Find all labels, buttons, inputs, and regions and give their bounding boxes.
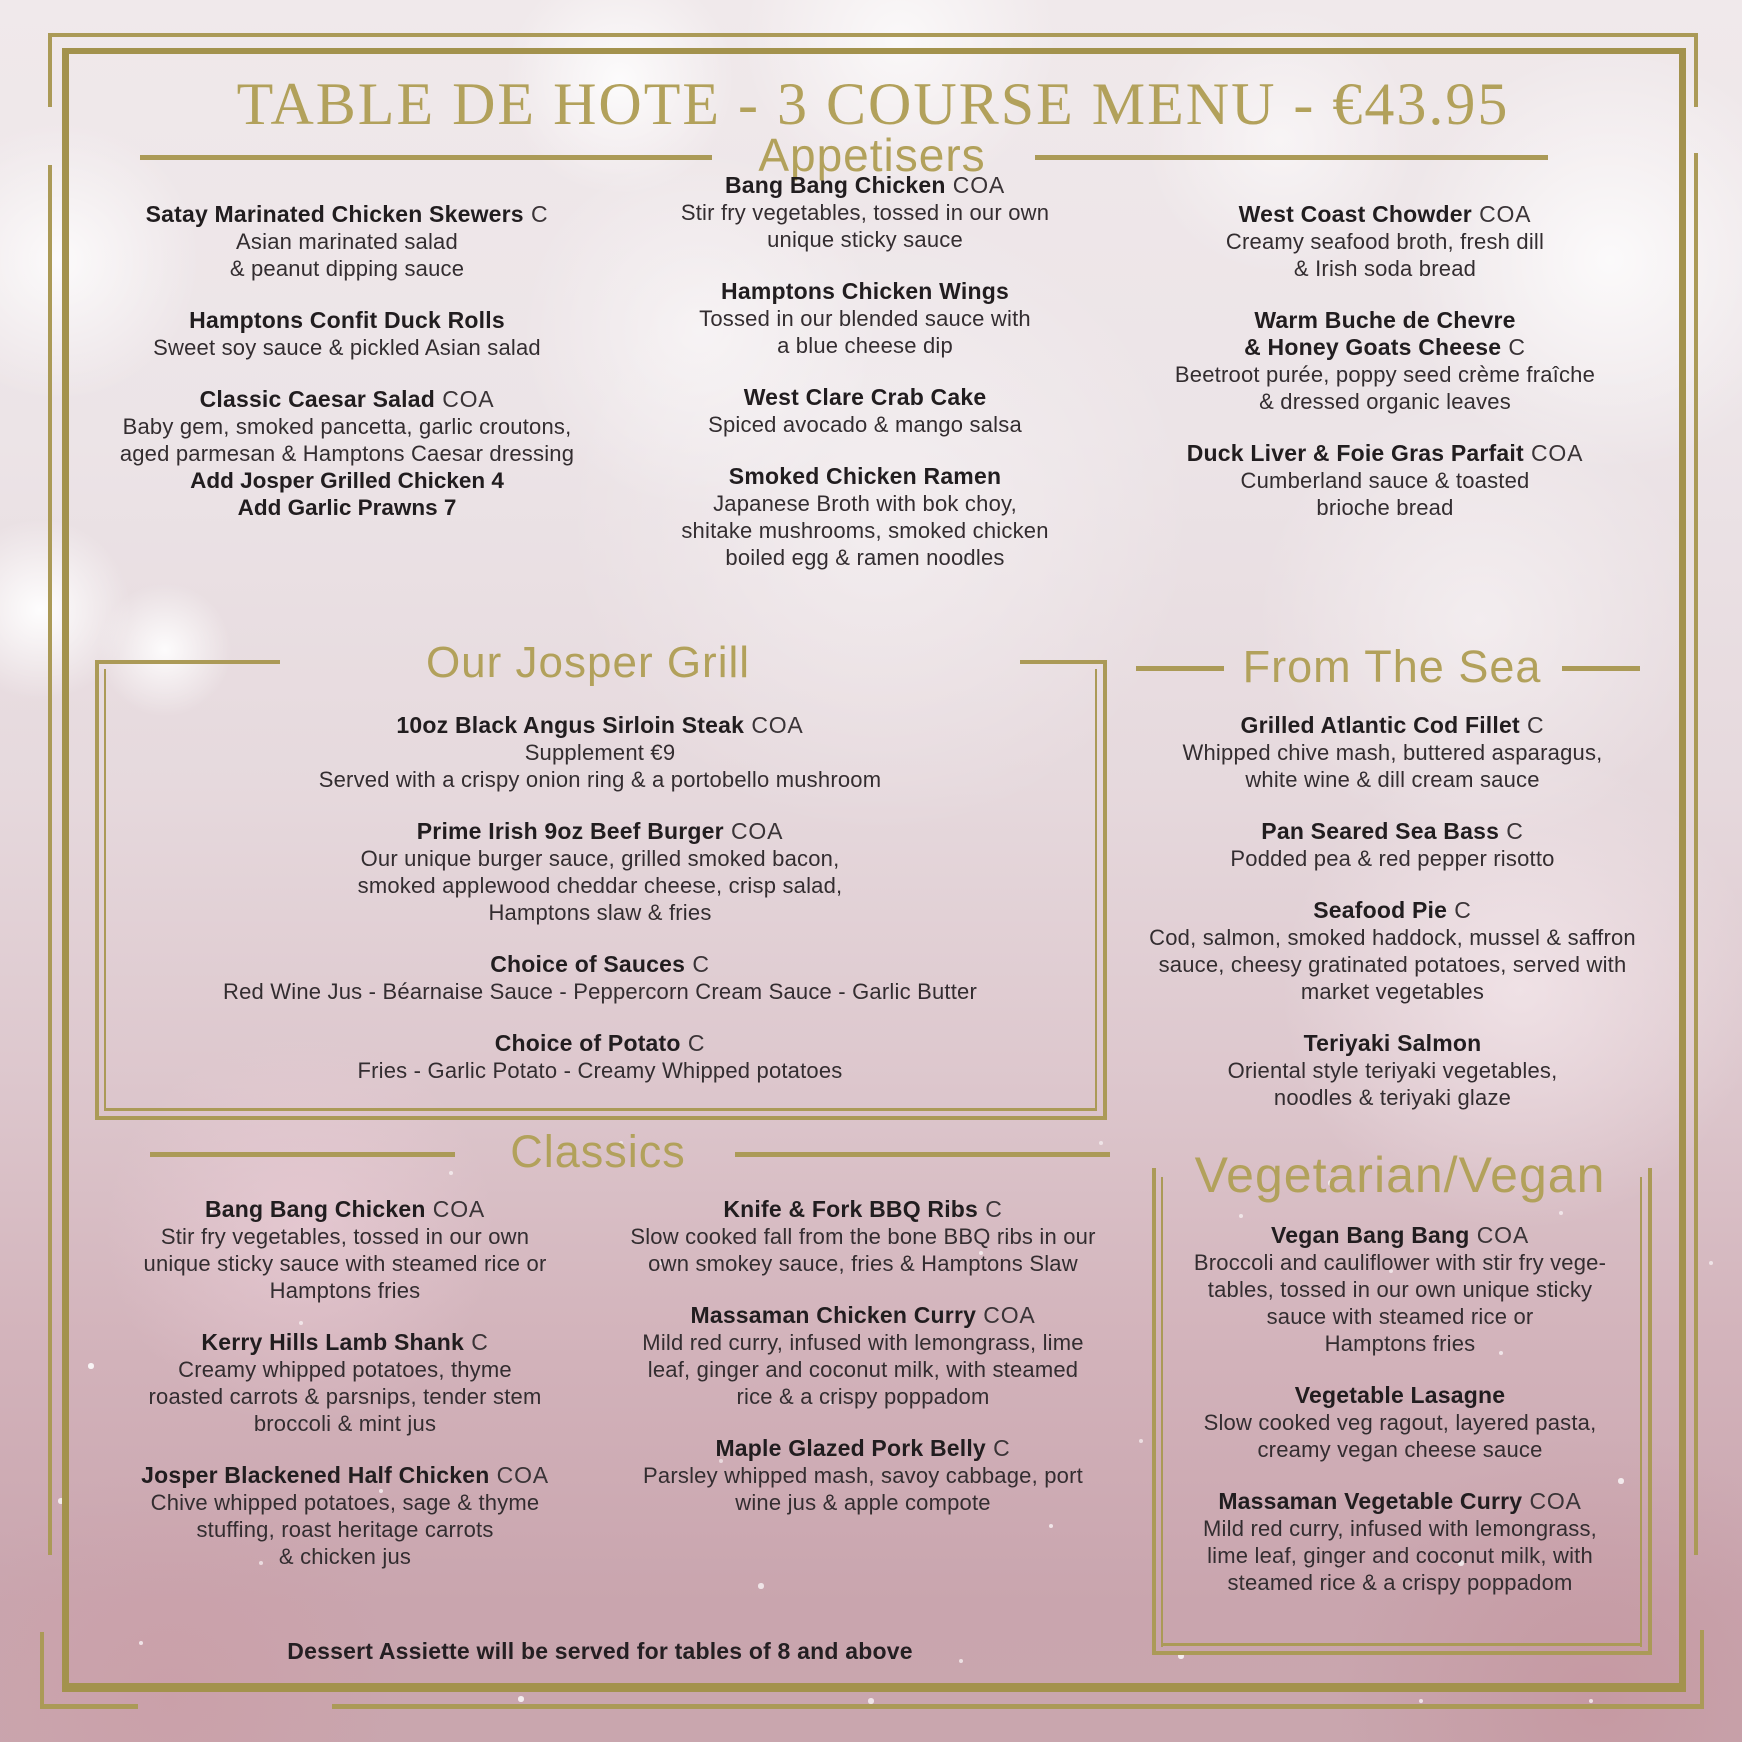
menu-item-tag: COA xyxy=(1523,440,1584,466)
menu-item-desc-line: Japanese Broth with bok choy, xyxy=(713,491,1017,516)
menu-item-desc-line: shitake mushrooms, smoked chicken xyxy=(681,518,1049,543)
page-frame-outer-bottom-b xyxy=(332,1704,1704,1709)
classics-column-2 xyxy=(598,1196,1128,1541)
menu-item-tag: C xyxy=(685,951,710,977)
menu-item xyxy=(1165,1488,1635,1596)
page-frame-outer-top xyxy=(48,33,1698,37)
menu-item-desc-line: sauce with steamed rice or xyxy=(1266,1304,1534,1329)
josper-box-left-outer xyxy=(95,660,99,1120)
menu-item xyxy=(125,712,1075,793)
menu-item-desc-line: Creamy seafood broth, fresh dill xyxy=(1225,229,1545,254)
menu-item-desc-line: roasted carrots & parsnips, tender stem xyxy=(148,1384,542,1409)
sea-items xyxy=(1125,712,1660,1136)
menu-item-desc-line: Baby gem, smoked pancetta, garlic croutons, xyxy=(122,414,572,439)
page-frame-outer-right-a xyxy=(1694,33,1698,107)
menu-item-desc-line: Slow cooked veg ragout, layered pasta, xyxy=(1203,1410,1597,1435)
section-sea-heading: From The Sea xyxy=(1242,641,1542,692)
menu-item-name: Grilled Atlantic Cod Fillet C xyxy=(1240,712,1545,738)
menu-item-extra-line: Add Garlic Prawns 7 xyxy=(237,495,457,520)
menu-item-name: Knife & Fork BBQ Ribs C xyxy=(723,1196,1003,1222)
menu-item-name: & Honey Goats Cheese C xyxy=(1244,334,1526,360)
menu-item-tag: C xyxy=(523,201,549,227)
menu-item-tag: COA xyxy=(1469,1222,1529,1248)
menu-item-desc-line: Asian marinated salad xyxy=(236,229,458,254)
menu-item-desc-line: & dressed organic leaves xyxy=(1259,389,1511,414)
menu-item-name: Vegan Bang Bang COA xyxy=(1271,1222,1529,1248)
josper-box-right-inner xyxy=(1095,669,1097,1111)
veg-items xyxy=(1165,1222,1635,1621)
menu-item-name: Choice of Sauces C xyxy=(490,951,710,977)
menu-item-desc-line: Fries - Garlic Potato - Creamy Whipped potatoes xyxy=(357,1058,843,1083)
menu-item-desc-line: Supplement €9 xyxy=(524,740,676,765)
sea-dash-left xyxy=(1136,666,1224,671)
veg-box-bottom-inner xyxy=(1161,1643,1642,1646)
appetisers-column-2 xyxy=(615,172,1115,596)
josper-box-bottom-outer xyxy=(95,1116,1107,1120)
veg-box-right-inner xyxy=(1640,1177,1642,1647)
menu-item-desc-line: Red Wine Jus - Béarnaise Sauce - Peppercorn Cream Sauce - Garlic Butter xyxy=(223,979,977,1004)
menu-item xyxy=(615,172,1115,253)
classics-rule-right xyxy=(735,1152,1110,1157)
section-josper-heading: Our Josper Grill xyxy=(425,638,751,687)
menu-item-desc-line: Stir fry vegetables, tossed in our own xyxy=(680,200,1050,225)
menu-item xyxy=(1125,712,1660,793)
menu-item-name: Duck Liver & Foie Gras Parfait COA xyxy=(1186,440,1584,466)
menu-item xyxy=(1125,897,1660,1005)
veg-box-left-outer xyxy=(1152,1168,1156,1655)
menu-item xyxy=(97,201,597,282)
appetisers-rule-left xyxy=(140,155,712,160)
menu-item-desc-line: Served with a crispy onion ring & a portobello mushroom xyxy=(318,767,882,792)
menu-item-desc-line: Broccoli and cauliflower with stir fry vege- xyxy=(1193,1250,1607,1275)
menu-item-tag: C xyxy=(680,1030,706,1056)
menu-item xyxy=(97,307,597,361)
menu-item-desc-line: Parsley whipped mash, savoy cabbage, port xyxy=(643,1463,1083,1488)
menu-item-desc-line: white wine & dill cream sauce xyxy=(1245,767,1540,792)
menu-item-desc-line: Cumberland sauce & toasted xyxy=(1240,468,1530,493)
sea-dash-right xyxy=(1562,666,1640,671)
menu-item-tag: COA xyxy=(976,1302,1036,1328)
menu-item-tag: C xyxy=(1501,334,1526,360)
page-frame-outer-left-a xyxy=(48,33,52,107)
menu-item-desc-line: unique sticky sauce xyxy=(767,227,963,252)
menu-item-tag: C xyxy=(1447,897,1472,923)
menu-item-name: Choice of Potato C xyxy=(494,1030,706,1056)
menu-item xyxy=(125,951,1075,1005)
menu-item-tag: C xyxy=(464,1329,489,1355)
menu-item-desc-line: Tossed in our blended sauce with xyxy=(699,306,1031,331)
menu-item-name: Kerry Hills Lamb Shank C xyxy=(201,1329,489,1355)
menu-item xyxy=(1135,440,1635,521)
menu-item xyxy=(1125,1030,1660,1111)
menu-item-name: Smoked Chicken Ramen xyxy=(728,463,1002,489)
menu-item-desc-line: broccoli & mint jus xyxy=(253,1411,437,1436)
menu-item xyxy=(1165,1382,1635,1463)
menu-item-tag: COA xyxy=(723,818,784,844)
menu-item-name: Bang Bang Chicken COA xyxy=(204,1196,486,1222)
menu-item-tag: COA xyxy=(945,172,1006,198)
menu-item-name: Satay Marinated Chicken Skewers C xyxy=(145,201,549,227)
menu-item-desc-line: lime leaf, ginger and coconut milk, with xyxy=(1207,1543,1593,1568)
menu-item xyxy=(125,818,1075,926)
page-frame-outer-left-b xyxy=(48,165,52,1555)
menu-item-desc-line: Oriental style teriyaki vegetables, xyxy=(1227,1058,1558,1083)
menu-item-desc-line: Hamptons fries xyxy=(269,1278,421,1303)
menu-item-tag: C xyxy=(978,1196,1003,1222)
menu-item-tag: COA xyxy=(1471,201,1532,227)
dessert-note: Dessert Assiette will be served for tables of 8 and above xyxy=(287,1638,913,1664)
menu-item-tag: COA xyxy=(1522,1488,1582,1514)
menu-item xyxy=(615,278,1115,359)
menu-item-desc-line: & Irish soda bread xyxy=(1293,256,1477,281)
veg-box-bottom-outer xyxy=(1152,1651,1652,1655)
menu-item-name: Massaman Chicken Curry COA xyxy=(690,1302,1036,1328)
section-classics-heading: Classics xyxy=(510,1126,686,1177)
menu-item-desc-line: unique sticky sauce with steamed rice or xyxy=(143,1251,547,1276)
menu-item-desc-line: rice & a crispy poppadom xyxy=(736,1384,990,1409)
menu-item-desc-line: Mild red curry, infused with lemongrass, xyxy=(1203,1516,1597,1541)
menu-item-tag: COA xyxy=(744,712,804,738)
menu-item-tag: COA xyxy=(425,1196,486,1222)
menu-item-extra-line: Add Josper Grilled Chicken 4 xyxy=(190,468,504,493)
menu-item-tag: C xyxy=(985,1435,1011,1461)
glitter-sparkles xyxy=(0,0,2,2)
menu-item-name: Pan Seared Sea Bass C xyxy=(1261,818,1524,844)
josper-box-left-inner xyxy=(104,669,106,1111)
menu-item-desc-line: creamy vegan cheese sauce xyxy=(1257,1437,1543,1462)
classics-column-1 xyxy=(95,1196,595,1595)
menu-item-name: Warm Buche de Chevre xyxy=(1254,307,1516,333)
section-veg-heading: Vegetarian/Vegan xyxy=(1194,1147,1606,1203)
menu-item-name: Josper Blackened Half Chicken COA xyxy=(141,1462,549,1488)
menu-item-desc-line: Hamptons slaw & fries xyxy=(488,900,712,925)
menu-item-tag: C xyxy=(1499,818,1524,844)
menu-item-desc-line: & peanut dipping sauce xyxy=(229,256,465,281)
section-appetisers-heading: Appetisers xyxy=(758,129,986,181)
menu-item-desc-line: Our unique burger sauce, grilled smoked bacon, xyxy=(360,846,840,871)
page-frame-outer-right-c xyxy=(1700,1630,1704,1708)
menu-item-desc-line: stuffing, roast heritage carrots xyxy=(196,1517,494,1542)
menu-item-desc-line: & chicken jus xyxy=(278,1544,412,1569)
menu-item xyxy=(1165,1222,1635,1357)
menu-item xyxy=(95,1329,595,1437)
menu-item-desc-line: tables, tossed in our own unique sticky xyxy=(1207,1277,1593,1302)
menu-item-desc-line: steamed rice & a crispy poppadom xyxy=(1227,1570,1573,1595)
menu-item xyxy=(615,463,1115,571)
menu-item-desc-line: Mild red curry, infused with lemongrass, lime xyxy=(642,1330,1084,1355)
menu-item-desc-line: aged parmesan & Hamptons Caesar dressing xyxy=(119,441,575,466)
menu-item-name: 10oz Black Angus Sirloin Steak COA xyxy=(396,712,804,738)
menu-item xyxy=(125,1030,1075,1084)
menu-item-desc-line: Spiced avocado & mango salsa xyxy=(708,412,1022,437)
veg-box-right-outer xyxy=(1648,1168,1652,1655)
menu-item xyxy=(95,1462,595,1570)
menu-item xyxy=(97,386,597,521)
menu-item-name: Seafood Pie C xyxy=(1313,897,1472,923)
menu-item-desc-line: leaf, ginger and coconut milk, with steamed xyxy=(647,1357,1079,1382)
menu-item-name: Massaman Vegetable Curry COA xyxy=(1218,1488,1582,1514)
menu-item-name: Hamptons Chicken Wings xyxy=(721,278,1009,304)
menu-item-desc-line: a blue cheese dip xyxy=(777,333,953,358)
menu-item-desc-line: noodles & teriyaki glaze xyxy=(1273,1085,1512,1110)
menu-item-name: Hamptons Confit Duck Rolls xyxy=(189,307,505,333)
appetisers-column-1 xyxy=(97,201,597,546)
menu-item-name: Bang Bang Chicken COA xyxy=(724,172,1006,198)
classics-rule-left xyxy=(150,1152,455,1157)
menu-item-desc-line: own smokey sauce, fries & Hamptons Slaw xyxy=(648,1251,1078,1276)
menu-item-tag: COA xyxy=(489,1462,549,1488)
page-title: TABLE DE HOTE - 3 COURSE MENU - €43.95 xyxy=(236,71,1510,137)
menu-item-desc-line: Whipped chive mash, buttered asparagus, xyxy=(1182,740,1603,765)
menu-item-desc-line: sauce, cheesy gratinated potatoes, served with xyxy=(1158,952,1627,977)
appetisers-rule-right xyxy=(1035,155,1548,160)
menu-item-name: West Coast Chowder COA xyxy=(1238,201,1532,227)
menu-item-desc-line: brioche bread xyxy=(1316,495,1454,520)
menu-item-name: Classic Caesar Salad COA xyxy=(199,386,495,412)
page-frame-outer-right-b xyxy=(1694,153,1698,1555)
menu-item-desc-line: smoked applewood cheddar cheese, crisp salad, xyxy=(357,873,843,898)
appetisers-column-3 xyxy=(1135,201,1635,546)
menu-item-desc-line: Podded pea & red pepper risotto xyxy=(1230,846,1555,871)
menu-item-desc-line: Sweet soy sauce & pickled Asian salad xyxy=(153,335,541,360)
menu-item-desc-line: Chive whipped potatoes, sage & thyme xyxy=(150,1490,540,1515)
josper-box-top-left xyxy=(95,660,280,664)
menu-item-desc-line: Cod, salmon, smoked haddock, mussel & saffron xyxy=(1149,925,1636,950)
menu-item-name: Maple Glazed Pork Belly C xyxy=(715,1435,1011,1461)
menu-item xyxy=(1135,201,1635,282)
menu-item xyxy=(598,1196,1128,1277)
menu-item-name: West Clare Crab Cake xyxy=(743,384,987,410)
menu-item xyxy=(598,1302,1128,1410)
menu-item-tag: C xyxy=(1519,712,1545,738)
page-frame-outer-left-c xyxy=(40,1632,44,1708)
menu-item-desc-line: Hamptons fries xyxy=(1324,1331,1476,1356)
menu-item-desc-line: wine jus & apple compote xyxy=(735,1490,991,1515)
menu-item-desc-line: market vegetables xyxy=(1300,979,1485,1004)
menu-item-name: Vegetable Lasagne xyxy=(1294,1382,1506,1408)
josper-box-top-right xyxy=(1020,660,1107,664)
menu-item xyxy=(598,1435,1128,1516)
page-frame-outer-bottom-a xyxy=(40,1704,138,1709)
veg-box-left-inner xyxy=(1161,1177,1163,1647)
josper-items xyxy=(125,712,1075,1109)
menu-item-tag: COA xyxy=(435,386,495,412)
menu-item xyxy=(95,1196,595,1304)
menu-item xyxy=(615,384,1115,438)
menu-item-desc-line: Slow cooked fall from the bone BBQ ribs in our xyxy=(630,1224,1096,1249)
menu-item xyxy=(1125,818,1660,872)
menu-item-name: Prime Irish 9oz Beef Burger COA xyxy=(416,818,784,844)
menu-item-desc-line: Stir fry vegetables, tossed in our own xyxy=(160,1224,530,1249)
menu-item-desc-line: Beetroot purée, poppy seed crème fraîche xyxy=(1174,362,1596,387)
josper-box-right-outer xyxy=(1103,660,1107,1120)
menu-item xyxy=(1135,307,1635,415)
menu-item-desc-line: boiled egg & ramen noodles xyxy=(725,545,1005,570)
menu-item-desc-line: Creamy whipped potatoes, thyme xyxy=(178,1357,512,1382)
menu-item-name: Teriyaki Salmon xyxy=(1303,1030,1482,1056)
